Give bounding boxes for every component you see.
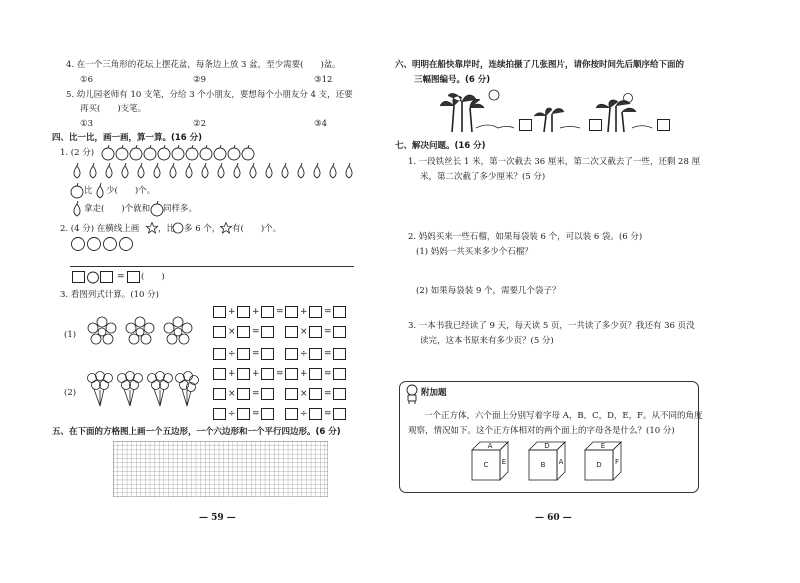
equals-sign: = xyxy=(252,327,260,337)
operator-sign: × xyxy=(300,327,308,337)
q2-sub1: (1) 妈妈一共买来多少个石榴？ xyxy=(416,247,533,257)
order-box-1[interactable] xyxy=(519,119,532,131)
apple-icon xyxy=(242,145,254,160)
operator-sign: ÷ xyxy=(228,349,236,359)
drawing-line xyxy=(70,266,354,267)
boat-photo-sequence xyxy=(440,88,680,138)
bonus-line1: 一个正方体，六个面上分别写着字母 A，B，C，D，E，F。从不同的角度 xyxy=(424,411,703,421)
q2-line1: 2. 妈妈买来一些石榴，如果每袋装 6 个，可以装 6 袋。(6 分) xyxy=(408,232,643,242)
answer-box[interactable] xyxy=(261,368,274,380)
less-text: 少( )个。 xyxy=(106,186,156,196)
answer-box[interactable] xyxy=(213,326,226,338)
answer-box[interactable] xyxy=(237,388,250,400)
apple-icon xyxy=(130,145,142,160)
section-6-heading: 六、明明在船快靠岸时，连续拍摄了几张图片，请你按时间先后顺序给下面的 xyxy=(395,60,685,70)
equals-sign: = xyxy=(324,349,332,359)
cube-side-letter: A xyxy=(558,458,564,466)
answer-box[interactable] xyxy=(261,348,274,360)
page-number-left: — 59 — xyxy=(199,513,236,523)
equals-sign: = xyxy=(324,327,332,337)
cube-top-letter: D xyxy=(544,442,550,450)
p3-text: 3. 看图列式计算。(10 分) xyxy=(60,290,159,300)
answer-box[interactable] xyxy=(285,388,298,400)
circle-icon xyxy=(72,238,85,251)
q4-option-3: ③12 xyxy=(314,75,333,85)
pear-icon xyxy=(74,163,80,178)
palm-tree-icon xyxy=(596,100,636,132)
equals-sign: = xyxy=(276,307,284,317)
equals-sign: = xyxy=(252,349,260,359)
q4-option-2: ②9 xyxy=(193,75,207,85)
apple-icon xyxy=(228,145,240,160)
answer-box[interactable] xyxy=(237,306,250,318)
apple-icon xyxy=(158,145,170,160)
answer-box[interactable] xyxy=(309,388,322,400)
answer-box[interactable] xyxy=(309,348,322,360)
apple-row xyxy=(100,145,280,161)
equals-sign: = xyxy=(324,369,332,379)
answer-box[interactable] xyxy=(237,348,250,360)
pear-icon xyxy=(202,163,208,178)
q1-line2: 米，第二次截了多少厘米？(5 分) xyxy=(420,172,546,182)
pear-icon xyxy=(106,163,112,178)
q5-option-3: ③4 xyxy=(314,119,328,129)
q3-line1: 3. 一本书我已经读了 9 天，每天读 5 页，一共读了多少页？我还有 36 页没 xyxy=(408,321,695,331)
bonus-title: 附加题 xyxy=(421,388,447,398)
pear-icon xyxy=(250,163,256,178)
cube-view xyxy=(527,440,569,484)
same-text: 同样多。 xyxy=(163,204,198,214)
operator-sign: + xyxy=(300,369,308,379)
pear-row xyxy=(70,163,360,181)
answer-box[interactable] xyxy=(213,348,226,360)
p2-text: 2. (4 分) 在横线上画 xyxy=(60,224,140,234)
flower-icon xyxy=(164,317,192,344)
cube-view xyxy=(470,440,512,484)
balloon-bunch-icon xyxy=(88,372,113,407)
answer-box[interactable] xyxy=(237,326,250,338)
operator-sign: × xyxy=(228,327,236,337)
answer-box[interactable] xyxy=(285,368,298,380)
apple-icon xyxy=(102,145,114,160)
answer-box[interactable] xyxy=(285,306,298,318)
operator-sign: ÷ xyxy=(300,409,308,419)
cube-top-letter: E xyxy=(600,442,606,450)
answer-box[interactable] xyxy=(237,368,250,380)
q5-option-1: ①3 xyxy=(80,119,94,129)
p2-rest3: 有( )个。 xyxy=(232,224,282,234)
circle-icon xyxy=(88,238,101,251)
pear-icon xyxy=(234,163,240,178)
apple-icon xyxy=(186,145,198,160)
answer-box[interactable] xyxy=(333,388,346,400)
q5-line1: 5. 幼儿园老师有 10 支笔，分给 3 个小朋友，要想每个小朋友分 4 支，还要 xyxy=(66,90,353,100)
equals-sign: = xyxy=(117,272,125,282)
operator-sign: ÷ xyxy=(300,349,308,359)
compare-text: 比 xyxy=(84,186,93,196)
apple-icon xyxy=(200,145,212,160)
balloon-bunch-icon xyxy=(148,372,173,407)
p3-label-1: (1) xyxy=(64,330,77,340)
answer-box[interactable] xyxy=(285,408,298,420)
flower-icon xyxy=(88,317,116,344)
pear-icon xyxy=(330,163,336,178)
equals-sign: = xyxy=(252,409,260,419)
section-7-heading: 七、解决问题。(16 分) xyxy=(395,141,486,151)
page-number-right: — 60 — xyxy=(535,513,572,523)
bonus-line2: 观察，情况如下。这个正方体相对的两个面上的字母各是什么？(10 分) xyxy=(408,426,675,436)
q5-option-2: ②2 xyxy=(193,119,207,129)
cube-front-letter: D xyxy=(596,461,602,469)
balloon-bunch-icon xyxy=(176,372,199,407)
wave-icon xyxy=(560,127,580,129)
circle-icon xyxy=(172,222,184,234)
dot-grid[interactable] xyxy=(113,441,328,497)
pear-icon xyxy=(154,163,160,178)
q4-text: 4. 在一个三角形的花坛上摆花盆，每条边上放 3 盆，至少需要( )盆。 xyxy=(66,60,341,70)
answer-box[interactable] xyxy=(309,408,322,420)
cube-front-letter: C xyxy=(483,461,489,469)
answer-box[interactable] xyxy=(213,306,226,318)
p2-rest2: 多 6 个， xyxy=(184,224,221,234)
take-text: 拿走( )个就和 xyxy=(84,204,151,214)
wave-icon xyxy=(632,126,652,128)
operator-sign: × xyxy=(228,389,236,399)
pear-icon xyxy=(298,163,304,178)
cube-view xyxy=(583,440,625,484)
operator-sign: + xyxy=(228,307,236,317)
section-4-heading: 四、比一比，画一画，算一算。(16 分) xyxy=(52,133,203,143)
pear-icon xyxy=(346,163,352,178)
answer-box[interactable] xyxy=(333,348,346,360)
q1-line1: 1. 一段铁丝长 1 米，第一次截去 36 厘米，第二次又截去了一些，还剩 28 厘 xyxy=(408,157,701,167)
circle-icon xyxy=(104,238,117,251)
answer-box[interactable] xyxy=(261,408,274,420)
pear-icon xyxy=(122,163,128,178)
p2-rest: ，比 xyxy=(158,224,176,234)
circle-icon xyxy=(86,271,100,284)
answer-box[interactable] xyxy=(100,271,113,283)
palm-tree-icon xyxy=(440,94,484,132)
order-box-2[interactable] xyxy=(589,119,602,131)
equals-sign: = xyxy=(324,389,332,399)
operator-sign: + xyxy=(252,307,260,317)
cube-side-letter: F xyxy=(614,458,620,466)
equals-sign: = xyxy=(324,307,332,317)
answer-box[interactable] xyxy=(213,408,226,420)
section-5-heading: 五、在下面的方格图上画一个五边形，一个六边形和一个平行四边形。(6 分) xyxy=(52,427,341,437)
answer-box[interactable] xyxy=(285,348,298,360)
astronaut-icon xyxy=(404,384,420,404)
balloon-bunch-icon xyxy=(118,372,143,407)
answer-box[interactable] xyxy=(261,326,274,338)
star-icon xyxy=(146,222,158,234)
operator-sign: × xyxy=(300,389,308,399)
sun-icon xyxy=(489,90,499,100)
q5-line2: 再买( )支笔。 xyxy=(80,104,147,114)
wave-icon xyxy=(476,125,514,128)
apple-icon xyxy=(214,145,226,160)
apple-icon xyxy=(116,145,128,160)
answer-box[interactable] xyxy=(333,408,346,420)
pear-icon xyxy=(314,163,320,178)
cube-top-letter: A xyxy=(487,442,493,450)
pear-icon xyxy=(186,163,192,178)
pear-icon xyxy=(90,163,96,178)
operator-sign: ÷ xyxy=(228,409,236,419)
p3-label-2: (2) xyxy=(64,388,77,398)
order-box-3[interactable] xyxy=(657,119,670,131)
circle-row xyxy=(70,236,140,252)
operator-sign: + xyxy=(228,369,236,379)
pear-icon xyxy=(170,163,176,178)
palm-tree-icon xyxy=(534,108,564,132)
apple-icon xyxy=(70,183,84,199)
apple-icon xyxy=(172,145,184,160)
answer-box[interactable] xyxy=(127,271,140,283)
pear-icon xyxy=(266,163,272,178)
answer-box[interactable] xyxy=(309,306,322,318)
answer-box[interactable] xyxy=(237,408,250,420)
q4-option-1: ①6 xyxy=(80,75,94,85)
pear-icon xyxy=(218,163,224,178)
pear-icon xyxy=(93,183,107,199)
answer-box[interactable] xyxy=(213,388,226,400)
answer-box[interactable] xyxy=(213,368,226,380)
cube-front-letter: B xyxy=(540,461,546,469)
answer-box[interactable] xyxy=(285,326,298,338)
answer-box[interactable] xyxy=(261,388,274,400)
answer-box[interactable] xyxy=(333,368,346,380)
cube-side-letter: E xyxy=(501,458,507,466)
equals-sign: = xyxy=(324,409,332,419)
operator-sign: + xyxy=(300,307,308,317)
equals-sign: = xyxy=(276,369,284,379)
answer-box[interactable] xyxy=(309,368,322,380)
flower-group xyxy=(84,311,204,353)
apple-icon xyxy=(150,201,164,217)
q2-sub2: (2) 如果每袋装 9 个，需要几个袋子？ xyxy=(416,286,561,296)
section-6-heading-cont: 三幅图编号。(6 分) xyxy=(414,75,491,85)
apple-icon xyxy=(144,145,156,160)
star-icon xyxy=(220,222,232,234)
operator-sign: + xyxy=(252,369,260,379)
answer-box[interactable] xyxy=(333,326,346,338)
answer-blank: ( ) xyxy=(141,272,165,282)
balloon-group xyxy=(84,368,200,414)
equals-sign: = xyxy=(252,389,260,399)
pear-icon xyxy=(70,201,84,217)
answer-box[interactable] xyxy=(333,306,346,318)
p1-label: 1. (2 分) xyxy=(60,148,95,158)
circle-icon xyxy=(120,238,133,251)
answer-box[interactable] xyxy=(309,326,322,338)
answer-box[interactable] xyxy=(72,271,85,283)
pear-icon xyxy=(282,163,288,178)
flower-icon xyxy=(126,317,154,344)
sun-icon xyxy=(624,94,633,103)
answer-box[interactable] xyxy=(261,306,274,318)
q3-line2: 读完，这本书原来有多少页？(5 分) xyxy=(420,336,554,346)
pear-icon xyxy=(138,163,144,178)
